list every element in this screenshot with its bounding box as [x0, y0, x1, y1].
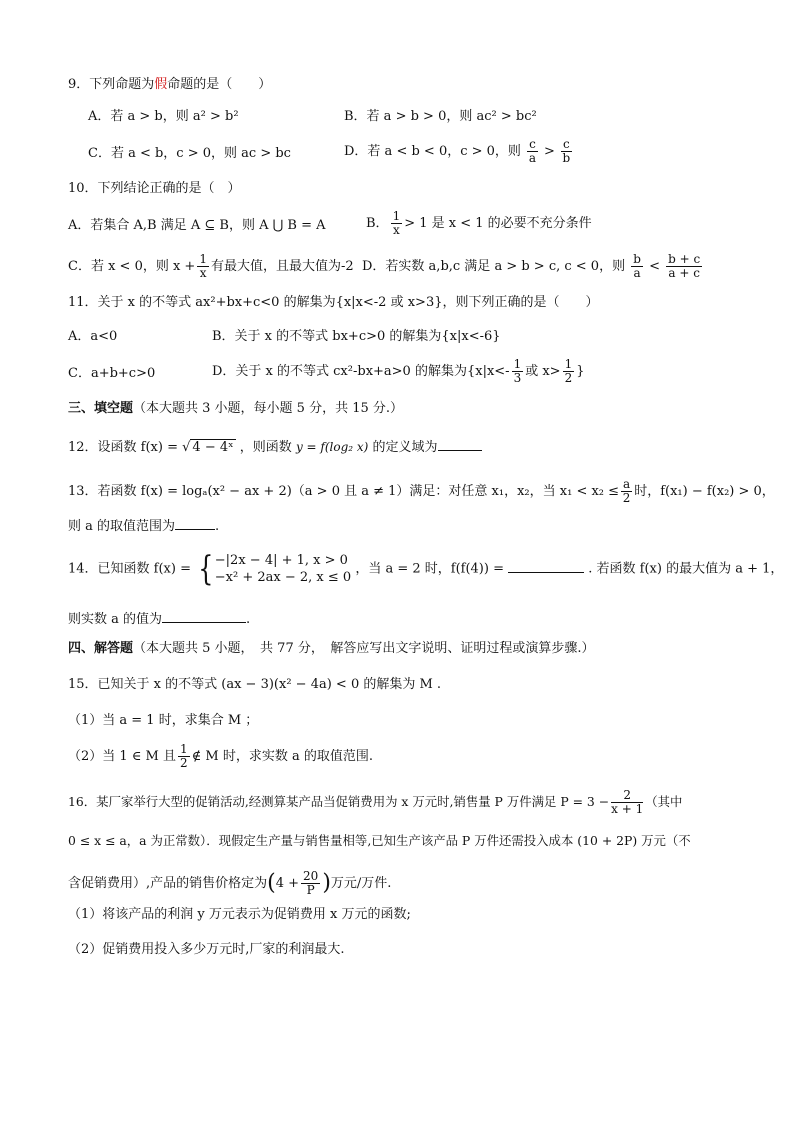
q10-option-b: B． $\frac{1}{x}$ > 1 是 x < 1 的必要不充分条件: [366, 209, 592, 237]
q9-stem: 9．下列命题为假命题的是（ ）: [68, 77, 272, 92]
q10-option-c: C．若 x < 0，则 x + $\frac{1}{x}$ 有最大值，且最大值为-2: [68, 252, 354, 280]
q15-part2: （2）当 1 ∈ M 且 $\frac{1}{2}$ ∉ M 时，求实数 a 的取值范围.: [68, 742, 374, 770]
q15-stem: 15．已知关于 x 的不等式 (ax − 3)(x² − 4a) < 0 的解集为 M .: [68, 677, 442, 692]
q9-false-highlight: 假: [154, 77, 168, 92]
q9-option-a: A．若 a > b，则 a² > b²: [88, 109, 239, 124]
section4-heading: 四、解答题（本大题共 5 小题， 共 77 分， 解答应写出文字说明、证明过程或演算步骤.）: [68, 641, 595, 656]
q13-answer-blank[interactable]: [175, 515, 215, 530]
q10-option-a: A．若集合 A,B 满足 A ⊆ B，则 A ⋃ B = A: [68, 218, 326, 233]
q9-option-c: C．若 a < b，c > 0，则 ac > bc: [88, 146, 291, 161]
q14-line2: 则实数 a 的值为 .: [68, 608, 250, 629]
q11-option-b: B．关于 x 的不等式 bx+c>0 的解集为{x|x<-6}: [212, 329, 501, 344]
q16-part2: （2）促销费用投入多少万元时,厂家的利润最大.: [68, 942, 345, 957]
q9-option-d: D．若 a < b < 0，c > 0，则 $\frac{c}{a}$ > $\frac{c}{b}$: [344, 137, 571, 165]
q13-line1: 13．若函数 f(x) = logₐ(x² − ax + 2)（a > 0 且 a ≠ 1）满足：对任意 x₁，x₂，当 x₁ < x₂ ≤ $\frac{a}{2}$ 时，f(x₁) − f(x₂) > 0，: [68, 477, 775, 505]
q12-answer-blank[interactable]: [438, 436, 482, 451]
q16-line2: 0 ≤ x ≤ a，a 为正常数）．现假定生产量与销售量相等,已知生产该产品 P 万件还需投入成本 (10 + 2P) 万元（不: [68, 833, 691, 848]
section3-heading: 三、填空题（本大题共 3 小题，每小题 5 分，共 15 分.）: [68, 401, 404, 416]
q16-line3: 含促销费用）,产品的销售价格定为(4 + $\frac{20}{P}$ )万元/万件.: [68, 869, 392, 897]
q14-line1: 14．已知函数 f(x) = { −|2x − 4| + 1, x > 0 −x² + 2ax − 2, x ≤ 0 ，当 a = 2 时，f(f(4)) = . 若函数 f(x) 的最大值为 a + 1，: [68, 549, 784, 589]
q10-stem: 10．下列结论正确的是（ ）: [68, 181, 241, 196]
q12: 12．设函数 f(x) = √ 4 − 4ˣ ，则函数 y = f(log₂ x) 的定义域为: [68, 436, 482, 457]
q16-line1: 16．某厂家举行大型的促销活动,经测算某产品当促销费用为 x 万元时,销售量 P 万件满足 P = 3 − $\frac{2}{x + 1}$ （其中: [68, 788, 683, 816]
q14-piecewise-cases: −|2x − 4| + 1, x > 0 −x² + 2ax − 2, x ≤ 0: [214, 553, 352, 585]
q16-part1: （1）将该产品的利润 y 万元表示为促销费用 x 万元的函数;: [68, 907, 411, 922]
q11-option-a: A．a<0: [68, 329, 118, 344]
q11-option-c: C．a+b+c>0: [68, 366, 156, 381]
q14-answer-blank-1[interactable]: [508, 558, 584, 573]
q13-line2: 则 a 的取值范围为 .: [68, 515, 219, 536]
q9-option-b: B．若 a > b > 0，则 ac² > bc²: [344, 109, 537, 124]
q14-answer-blank-2[interactable]: [162, 608, 246, 623]
q10-option-d: D．若实数 a,b,c 满足 a > b > c, c < 0，则 $\frac{b}{a}$ < $\frac{b + c}{a + c}$: [362, 252, 701, 280]
q15-part1: （1）当 a = 1 时，求集合 M ；: [68, 713, 259, 728]
q11-option-d: D．关于 x 的不等式 cx²-bx+a>0 的解集为{x|x<- $\frac{1}{3}$ 或 x> $\frac{1}{2}$ }: [212, 357, 585, 385]
q11-stem: 11．关于 x 的不等式 ax²+bx+c<0 的解集为{x|x<-2 或 x>3}，则下列正确的是（ ）: [68, 295, 599, 310]
